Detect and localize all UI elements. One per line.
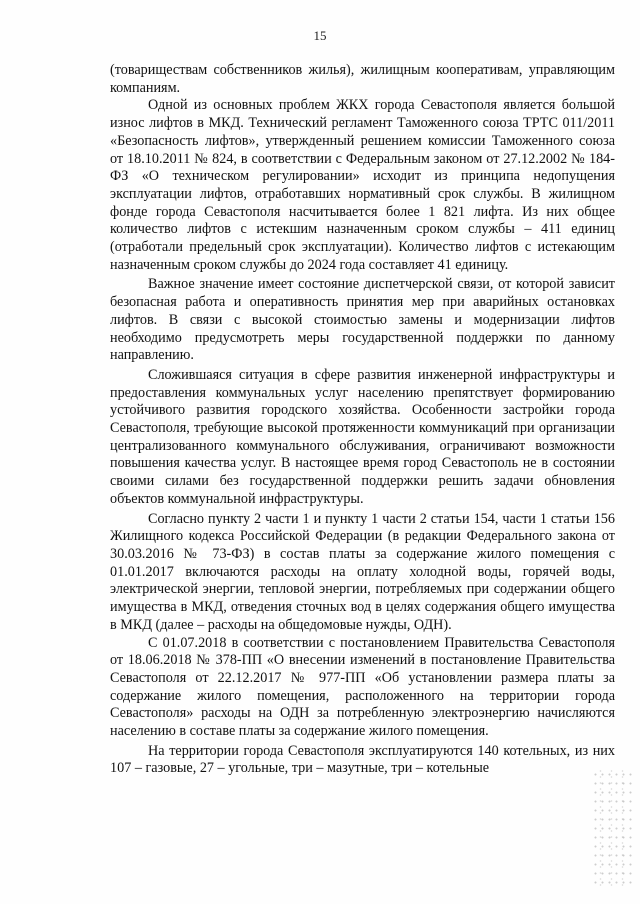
- paragraph-dispatch-communication: Важное значение имеет состояние диспетчерской связи, от которой зависит безопасная работа и оперативность принятия мер при аварийных остановках лифтов. В связи с высокой стоимостью замены и модернизации лифтов необходимо предусмотреть меры государственной поддержки по данному направлению.: [110, 276, 615, 364]
- paragraph-lifts-wear: Одной из основных проблем ЖКХ города Севастополя является большой износ лифтов в МКД. Технический регламент Таможенного союза ТРТС 011/2011 «Безопасность лифтов», утвержденный решением комиссии Таможенного союза от 18.10.2011 № 824, в соответствии с Федеральным законом от 27.12.2002 № 184-ФЗ «О техническом регулировании» исходит из принципа недопущения эксплуатации лифтов, отработавших нормативный срок службы. В жилищном фонде города Севастополя насчитывается более 1 821 лифта. Из них общее количество лифтов с истекшим назначенным сроком службы – 411 единиц (отработали предельный срок эксплуатации). Количество лифтов с истекающим назначенным сроком службы до 2024 года составляет 41 единицу.: [110, 97, 615, 273]
- paragraph-housing-code-fees: Согласно пункту 2 части 1 и пункту 1 части 2 статьи 154, части 1 статьи 156 Жилищного кодекса Российской Федерации (в редакции Федерального закона от 30.03.2016 № 73-ФЗ) в состав платы за содержание жилого помещения с 01.01.2017 включаются расходы на оплату холодной воды, горячей воды, электрической энергии, тепловой энергии, потребляемых при содержании общего имущества в МКД, отведения сточных вод в целях содержания общего имущества в МКД (далее – расходы на общедомовые нужды, ОДН).: [110, 510, 615, 633]
- paragraph-continuation: (товариществам собственников жилья), жилищным кооперативам, управляющим компаниям.: [110, 62, 615, 96]
- paragraph-government-decree: С 01.07.2018 в соответствии с постановлением Правительства Севастополя от 18.06.2018 № 378-ПП «О внесении изменений в постановление Правительства Севастополя от 22.12.2017 № 977-ПП «Об установлении размера платы за содержание жилого помещения, расположенного на территории города Севастополя» расходы на ОДН за потребленную электроэнергию начисляются населению в составе платы за содержание жилого помещения.: [110, 634, 615, 740]
- paragraph-infrastructure-situation: Сложившаяся ситуация в сфере развития инженерной инфраструктуры и предоставления коммунальных услуг населению препятствует формированию устойчивого развития городского хозяйства. Особенности застройки города Севастополя, требующие высокой протяженности коммуникаций при организации централизованного коммунального обслуживания, ограничивают возможности повышения качества услуг. В настоящее время город Севастополь не в состоянии своими силами без государственной поддержки решить задачи обновления объектов коммунальной инфраструктуры.: [110, 366, 615, 507]
- paragraph-boiler-houses: На территории города Севастополя эксплуатируются 140 котельных, из них 107 – газовые, 27 – угольные, три – мазутные, три – котельные: [110, 742, 615, 777]
- document-body: [110, 62, 615, 778]
- scan-stamp-marks: [592, 770, 632, 890]
- page-number: 15: [313, 28, 327, 43]
